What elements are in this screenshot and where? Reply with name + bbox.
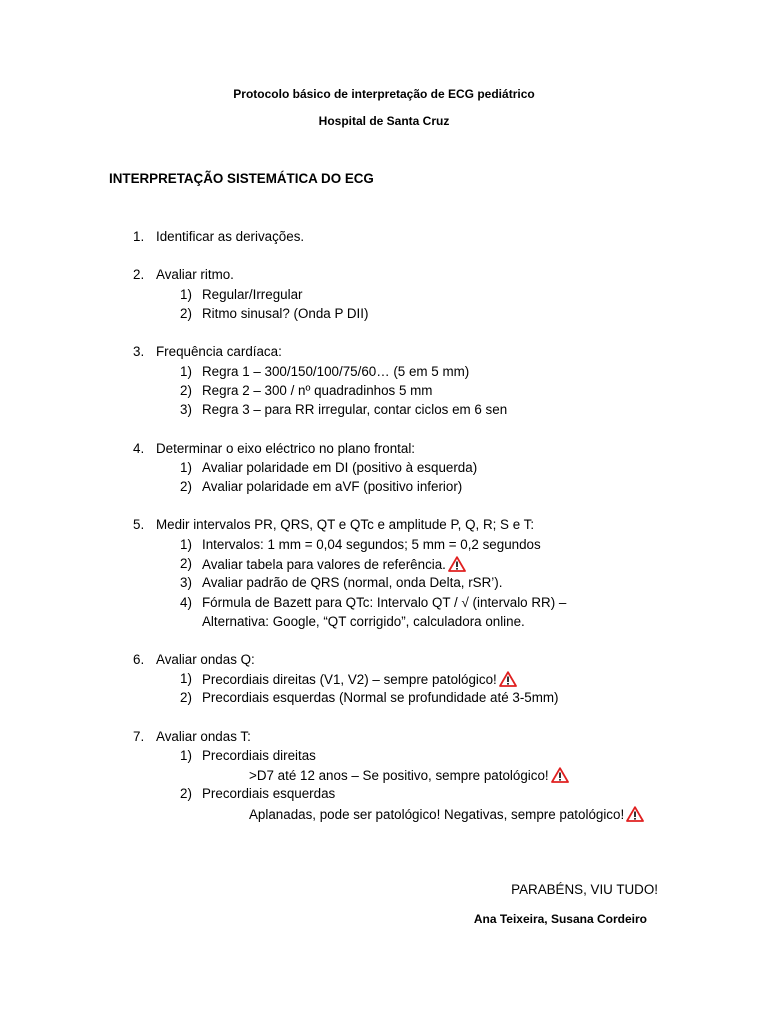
sub-text: Avaliar tabela para valores de referência.: [202, 557, 446, 572]
sub-text: Regular/Irregular: [202, 287, 303, 302]
step-6-sub-1: 1) Precordiais direitas (V1, V2) – sempre patológico!: [180, 671, 192, 687]
step-7-sub-1: 1) Precordiais direitas: [180, 748, 316, 763]
step-text: Medir intervalos PR, QRS, QT e QTc e amplitude P, Q, R; S e T:: [156, 517, 535, 532]
step-number: 5.: [133, 517, 145, 532]
step-5-sub-2: 2) Avaliar tabela para valores de referência.: [180, 556, 192, 572]
step-text: Identificar as derivações.: [156, 229, 305, 244]
sub-text: Precordiais direitas (V1, V2) – sempre patológico!: [202, 672, 497, 687]
step-4-sub-2: 2) Avaliar polaridade em aVF (positivo inferior): [180, 479, 463, 494]
document-title: Protocolo básico de interpretação de ECG pediátrico: [233, 87, 535, 101]
step-5-sub-3: 3) Avaliar padrão de QRS (normal, onda Delta, rSR’).: [180, 575, 503, 590]
step-1: [133, 229, 305, 245]
step-2: [133, 267, 234, 283]
step-4-sub-1: 1) Avaliar polaridade em DI (positivo à esquerda): [180, 460, 478, 475]
sub-text: Avaliar polaridade em aVF (positivo inferior): [202, 479, 463, 494]
step-number: 3.: [133, 344, 145, 359]
sub-text: Avaliar polaridade em DI (positivo à esquerda): [202, 460, 478, 475]
step-3: [133, 344, 282, 360]
authors: Ana Teixeira, Susana Cordeiro: [473, 912, 647, 926]
step-text: Avaliar ondas Q:: [156, 652, 255, 667]
hospital-name: Hospital de Santa Cruz: [318, 114, 450, 128]
sub-text: Regra 1 – 300/150/100/75/60… (5 em 5 mm): [202, 364, 470, 379]
step-5-sub-4: 4) Fórmula de Bazett para QTc: Intervalo QT / √ (intervalo RR) –: [180, 595, 567, 610]
step-text: Avaliar ondas T:: [156, 729, 251, 744]
step-4: [133, 441, 416, 457]
step-number: 1.: [133, 229, 145, 244]
congratulations-text: PARABÉNS, VIU TUDO!: [511, 882, 658, 897]
step-number: 7.: [133, 729, 145, 744]
sub-text: Precordiais esquerdas: [202, 786, 336, 801]
step-number: 4.: [133, 441, 145, 456]
sub-text: Regra 2 – 300 / nº quadradinhos 5 mm: [202, 383, 433, 398]
step-3-sub-3: 3) Regra 3 – para RR irregular, contar ciclos em 6 sen: [180, 402, 508, 417]
step-7-sub-2-detail: Aplanadas, pode ser patológico! Negativas, sempre patológico!: [249, 806, 644, 823]
warning-triangle-icon: [626, 806, 644, 822]
step-7-sub-2: 2) Precordiais esquerdas: [180, 786, 336, 801]
step-text: Avaliar ritmo.: [156, 267, 234, 282]
step-text: Frequência cardíaca:: [156, 344, 282, 359]
sub-text: Regra 3 – para RR irregular, contar ciclos em 6 sen: [202, 402, 508, 417]
warning-triangle-icon: [448, 556, 466, 572]
sub-text: Precordiais esquerdas (Normal se profundidade até 3-5mm): [202, 690, 559, 705]
step-3-sub-2: 2) Regra 2 – 300 / nº quadradinhos 5 mm: [180, 383, 433, 398]
sub-text: Intervalos: 1 mm = 0,04 segundos; 5 mm = 0,2 segundos: [202, 537, 541, 552]
step-2-sub-1: 1) Regular/Irregular: [180, 287, 303, 302]
warning-triangle-icon: [499, 671, 517, 687]
step-6: [133, 652, 255, 668]
step-number: 2.: [133, 267, 145, 282]
step-5: [133, 517, 535, 533]
step-text: Determinar o eixo eléctrico no plano frontal:: [156, 441, 416, 456]
step-2-sub-2: 2) Ritmo sinusal? (Onda P DII): [180, 306, 369, 321]
step-3-sub-1: 1) Regra 1 – 300/150/100/75/60… (5 em 5 mm): [180, 364, 470, 379]
sub-text: Fórmula de Bazett para QTc: Intervalo QT / √ (intervalo RR) –: [202, 595, 567, 610]
sub-text: Precordiais direitas: [202, 748, 316, 763]
section-heading: INTERPRETAÇÃO SISTEMÁTICA DO ECG: [109, 171, 374, 186]
step-6-sub-2: 2) Precordiais esquerdas (Normal se profundidade até 3-5mm): [180, 690, 559, 705]
step-5-sub-4-continuation: Alternativa: Google, “QT corrigido”, calculadora online.: [202, 614, 525, 629]
sub-text: Ritmo sinusal? (Onda P DII): [202, 306, 369, 321]
step-7: [133, 729, 251, 745]
step-number: 6.: [133, 652, 145, 667]
warning-triangle-icon: [551, 767, 569, 783]
sub-text: Avaliar padrão de QRS (normal, onda Delta, rSR’).: [202, 575, 503, 590]
step-5-sub-1: 1) Intervalos: 1 mm = 0,04 segundos; 5 mm = 0,2 segundos: [180, 537, 541, 552]
step-7-sub-1-detail: >D7 até 12 anos – Se positivo, sempre patológico!: [249, 767, 569, 784]
